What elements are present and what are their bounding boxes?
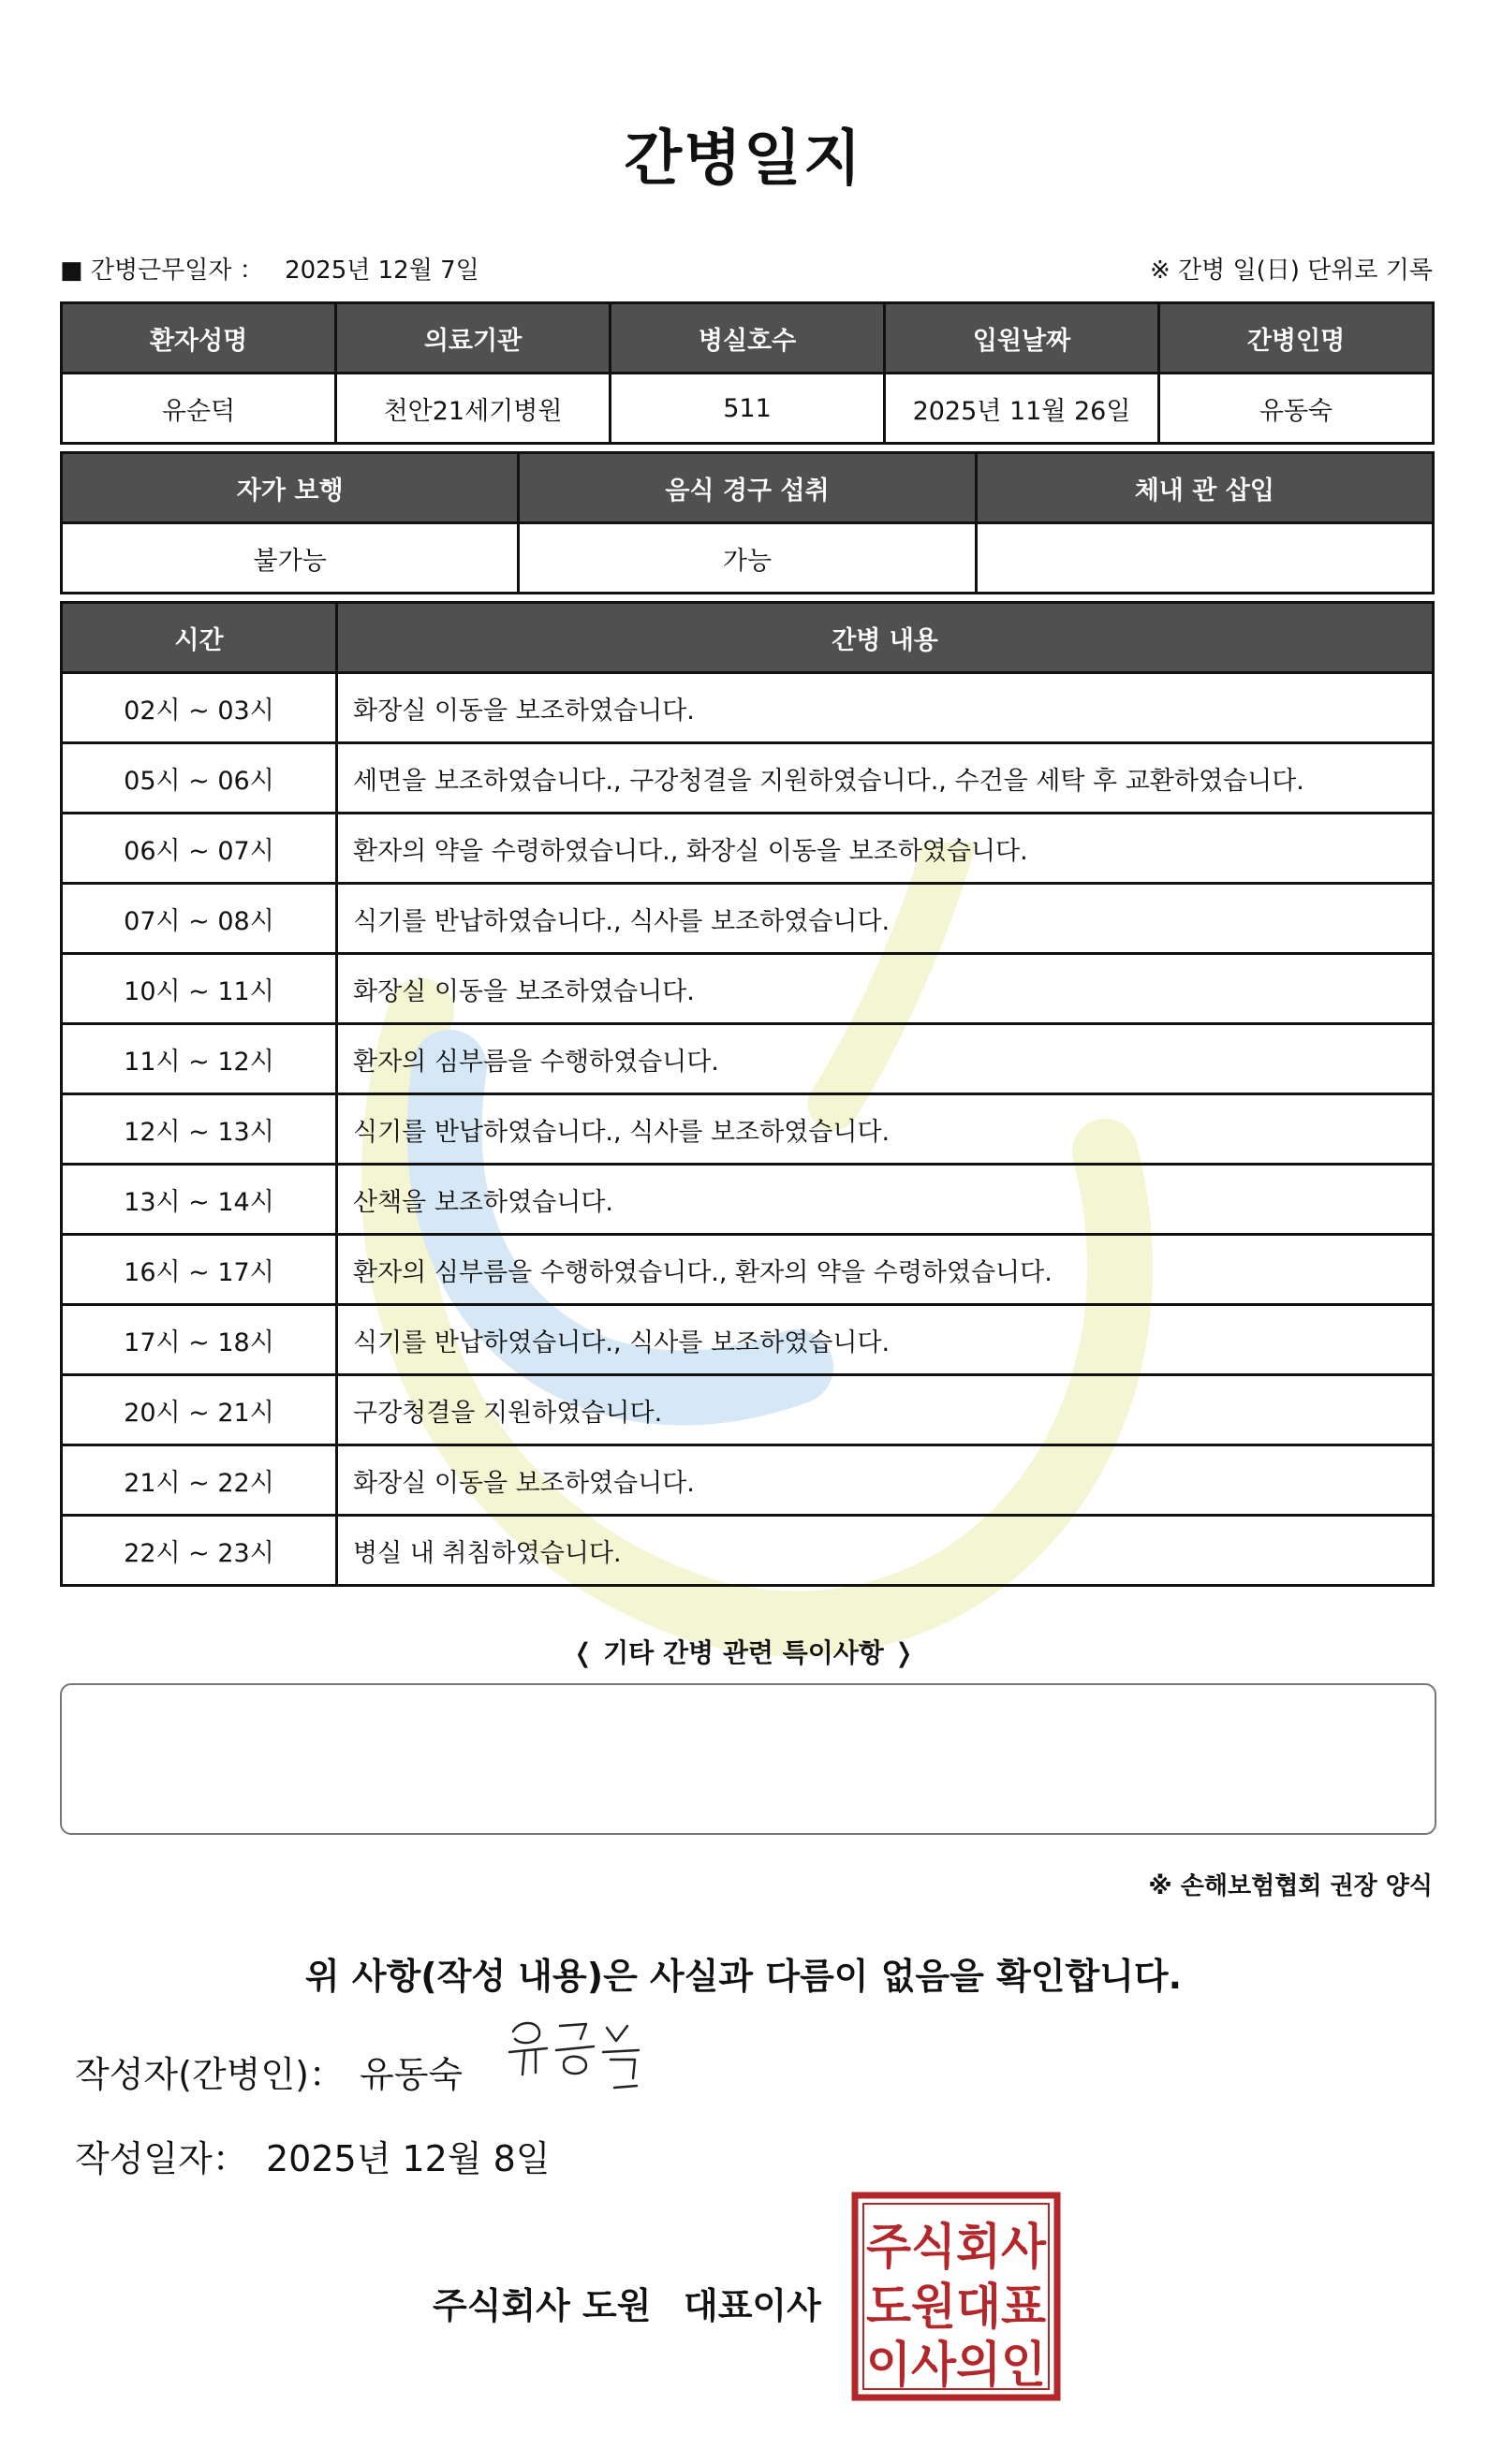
written-date-value: 2025년 12월 8일 bbox=[266, 2138, 551, 2179]
work-date-label: ■ 간병근무일자 ： bbox=[60, 257, 264, 285]
table-row bbox=[62, 1235, 1434, 1305]
log-content: 환자의 심부름을 수행하였습니다., 환자의 약을 수령하였습니다. bbox=[337, 1235, 1434, 1305]
header-patient-name: 환자성명 bbox=[62, 303, 336, 374]
log-content: 환자의 약을 수령하였습니다., 화장실 이동을 보조하였습니다. bbox=[337, 814, 1434, 884]
room-number: 511 bbox=[611, 374, 885, 444]
company-name: 주식회사 도원 bbox=[433, 2285, 652, 2326]
log-time: 20시 ~ 21시 bbox=[62, 1375, 337, 1445]
writer-name: 유동숙 bbox=[360, 2054, 464, 2095]
log-content: 병실 내 취침하였습니다. bbox=[337, 1516, 1434, 1586]
log-content: 식기를 반납하였습니다., 식사를 보조하였습니다. bbox=[337, 884, 1434, 954]
log-time: 13시 ~ 14시 bbox=[62, 1165, 337, 1235]
log-content: 화장실 이동을 보조하였습니다. bbox=[337, 954, 1434, 1024]
header-walking: 자가 보행 bbox=[62, 453, 519, 523]
log-time: 02시 ~ 03시 bbox=[62, 673, 337, 743]
table-row bbox=[62, 1094, 1434, 1165]
patient-value-row bbox=[62, 374, 1434, 444]
seal-line-2: 도원대표 bbox=[866, 2280, 1046, 2336]
log-content: 구강청결을 지원하였습니다. bbox=[337, 1375, 1434, 1445]
table-row bbox=[62, 743, 1434, 814]
log-time: 10시 ~ 11시 bbox=[62, 954, 337, 1024]
seal-line-3: 이사의인 bbox=[866, 2338, 1046, 2394]
log-content: 화장실 이동을 보조하였습니다. bbox=[337, 673, 1434, 743]
header-time: 시간 bbox=[62, 603, 337, 673]
table-row bbox=[62, 884, 1434, 954]
company-seal-stamp bbox=[850, 2191, 1062, 2402]
header-room: 병실호수 bbox=[611, 303, 885, 374]
unit-note: ※ 간병 일(日) 단위로 기록 bbox=[1149, 257, 1433, 285]
oral-intake-status: 가능 bbox=[519, 523, 976, 594]
header-tube-insertion: 체내 관 삽입 bbox=[976, 453, 1433, 523]
status-value-row bbox=[62, 523, 1434, 594]
table-row bbox=[62, 954, 1434, 1024]
patient-status-table bbox=[60, 451, 1435, 594]
log-header-row bbox=[62, 603, 1434, 673]
tube-insertion-status bbox=[976, 523, 1433, 594]
log-content: 산책을 보조하였습니다. bbox=[337, 1165, 1434, 1235]
log-time: 05시 ~ 06시 bbox=[62, 743, 337, 814]
hospital-name: 천안21세기병원 bbox=[336, 374, 611, 444]
recommended-form-note: ※ 손해보험협회 권장 양식 bbox=[1148, 1872, 1433, 1900]
patient-name: 유순덕 bbox=[62, 374, 336, 444]
work-date-line bbox=[60, 251, 479, 286]
table-row bbox=[62, 673, 1434, 743]
patient-info-table bbox=[60, 301, 1435, 445]
log-content: 환자의 심부름을 수행하였습니다. bbox=[337, 1024, 1434, 1094]
log-time: 21시 ~ 22시 bbox=[62, 1445, 337, 1516]
table-row bbox=[62, 1165, 1434, 1235]
status-header-row bbox=[62, 453, 1434, 523]
log-content: 화장실 이동을 보조하였습니다. bbox=[337, 1445, 1434, 1516]
log-time: 06시 ~ 07시 bbox=[62, 814, 337, 884]
work-date-value: 2025년 12월 7일 bbox=[285, 257, 479, 285]
table-row bbox=[62, 1445, 1434, 1516]
notes-box bbox=[60, 1683, 1436, 1835]
header-oral-intake: 음식 경구 섭취 bbox=[519, 453, 976, 523]
handwritten-signature bbox=[506, 2013, 646, 2106]
table-row bbox=[62, 814, 1434, 884]
log-content: 식기를 반납하였습니다., 식사를 보조하였습니다. bbox=[337, 1305, 1434, 1375]
caregiver-name: 유동숙 bbox=[1159, 374, 1434, 444]
header-caregiver: 간병인명 bbox=[1159, 303, 1434, 374]
log-time: 12시 ~ 13시 bbox=[62, 1094, 337, 1165]
admission-date: 2025년 11월 26일 bbox=[885, 374, 1159, 444]
walking-status: 불가능 bbox=[62, 523, 519, 594]
representative-title: 대표이사 bbox=[684, 2285, 821, 2326]
patient-header-row bbox=[62, 303, 1434, 374]
written-date-label: 작성일자： bbox=[75, 2138, 248, 2179]
header-admission-date: 입원날짜 bbox=[885, 303, 1159, 374]
seal-line-1: 주식회사 bbox=[866, 2220, 1047, 2276]
page-title: 간병일지 bbox=[624, 125, 863, 194]
log-content: 세면을 보조하였습니다., 구강청결을 지원하였습니다., 수건을 세탁 후 교환하였습니다. bbox=[337, 743, 1434, 814]
log-time: 22시 ~ 23시 bbox=[62, 1516, 337, 1586]
notes-title: ❬ 기타 간병 관련 특이사항 ❭ bbox=[571, 1637, 916, 1668]
table-row bbox=[62, 1305, 1434, 1375]
confirmation-statement: 위 사항(작성 내용)은 사실과 다름이 없음을 확인합니다. bbox=[304, 1956, 1183, 1997]
log-time: 07시 ~ 08시 bbox=[62, 884, 337, 954]
header-hospital: 의료기관 bbox=[336, 303, 611, 374]
table-row bbox=[62, 1024, 1434, 1094]
header-care-content: 간병 내용 bbox=[337, 603, 1434, 673]
log-content: 식기를 반납하였습니다., 식사를 보조하였습니다. bbox=[337, 1094, 1434, 1165]
log-time: 16시 ~ 17시 bbox=[62, 1235, 337, 1305]
table-row bbox=[62, 1375, 1434, 1445]
care-log-table bbox=[60, 601, 1435, 1587]
table-row bbox=[62, 1516, 1434, 1586]
writer-label: 작성자(간병인)： bbox=[75, 2054, 345, 2095]
log-time: 17시 ~ 18시 bbox=[62, 1305, 337, 1375]
log-time: 11시 ~ 12시 bbox=[62, 1024, 337, 1094]
